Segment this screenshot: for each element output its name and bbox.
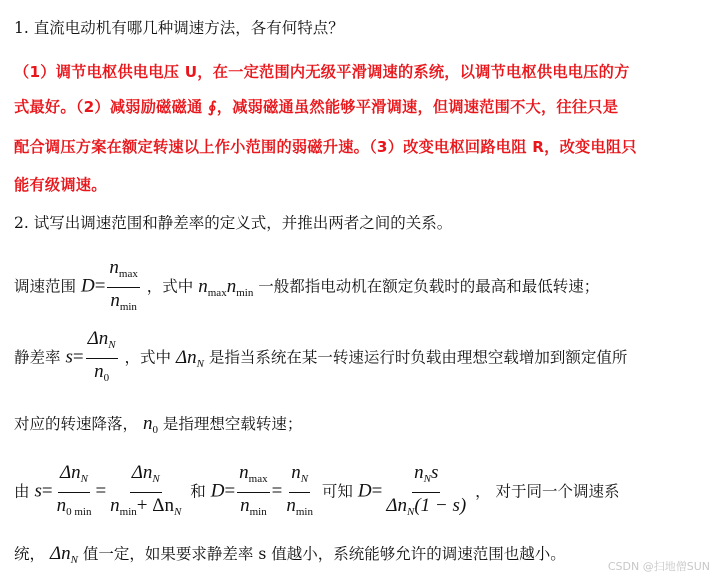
static-rate-fraction	[86, 328, 118, 389]
n-min-symbol: $n_{min}$	[226, 275, 254, 299]
derivation-tail: ， 对于同一个调速系	[475, 482, 620, 501]
equals-sign: =	[224, 480, 236, 502]
equals-sign: =	[41, 480, 53, 502]
fraction-denominator: $n_0$	[94, 361, 110, 384]
n0-explanation: 是指理想空载转速；	[162, 415, 303, 433]
question-2: 2. 试写出调速范围和静差率的定义式，并推出两者之间的关系。	[14, 214, 453, 232]
n0-symbol: $n_0$	[142, 413, 158, 436]
speed-range-definition	[14, 257, 599, 318]
equals-sign: =	[95, 480, 107, 502]
equals-sign: =	[271, 480, 283, 502]
fraction-numerator: $n_{max}$	[107, 257, 139, 288]
text-thus: 可知	[321, 482, 353, 501]
delta-nN-symbol: $\Delta n_N$	[175, 346, 204, 370]
text-from: 由	[14, 482, 30, 501]
D-symbol: D	[210, 480, 225, 502]
fraction-3: $\frac{n_{max}}{n_{min}}$	[239, 462, 268, 518]
continuation-text: 对应的转速降落，	[14, 415, 139, 433]
static-rate-continuation	[14, 412, 302, 442]
answer-1-line-1: （1）调节电枢供电电压 U，在一定范围内无级平滑调速的系统，以调节电枢供电电压的方	[14, 63, 630, 81]
static-rate-label: 静差率	[14, 348, 61, 367]
watermark: CSDN @扫地僧SUN	[607, 560, 710, 573]
answer-1-line-4: 能有级调速。	[14, 176, 107, 194]
equals-sign: =	[72, 346, 84, 368]
s-symbol: s	[65, 346, 73, 368]
answer-1-line-3: 配合调压方案在额定转速以上作小范围的弱磁升速。（3）改变电枢回路电阻 R，改变电阻只	[14, 138, 637, 156]
static-rate-explanation: 是指当系统在某一转速运行时负载由理想空载增加到额定值所	[208, 348, 628, 367]
text-and: 和	[190, 482, 206, 501]
question-1: 1. 直流电动机有哪几种调速方法，各有何特点？	[14, 19, 344, 37]
static-rate-definition	[14, 328, 627, 389]
answer-1-line-2: 式最好。（2）减弱励磁磁通 ∮，减弱磁通虽然能够平滑调速，但调速范围不大，往往只是	[14, 98, 619, 116]
fraction-numerator: $\Delta n_N$	[86, 328, 118, 359]
s-symbol: s	[34, 480, 42, 502]
conclusion-text: 值一定，如果要求静差率 s 值越小，系统能够允许的调速范围也越小。	[82, 545, 566, 563]
equals-sign: =	[371, 480, 383, 502]
conclusion-line	[14, 541, 566, 573]
fraction-1: $\frac{\Delta n_N}{n_{0 min}}$	[56, 462, 92, 518]
fraction-denominator: $n_{min}$	[110, 290, 137, 313]
D-symbol: D	[80, 275, 95, 297]
fraction-2: $\frac{\Delta n_N}{n_{min}+ \Delta n_N}$	[110, 462, 182, 518]
speed-range-explanation: 一般都指电动机在额定负载时的最高和最低转速；	[258, 277, 600, 296]
speed-range-fraction	[107, 257, 139, 318]
conclusion-start: 统，	[14, 545, 46, 563]
n-max-symbol: $n_{max}$	[198, 275, 227, 299]
text-where: ，式中	[124, 348, 172, 367]
delta-nN-symbol: $\Delta n_N$	[49, 543, 78, 566]
fraction-4: $\frac{n_N}{n_{min}}$	[286, 462, 313, 518]
fraction-5: $\frac{n_Ns}{\Delta n_N(1 - s)}$	[386, 462, 467, 518]
text-where: ，式中	[146, 277, 194, 296]
D-symbol: D	[357, 480, 372, 502]
equals-sign: =	[94, 275, 106, 297]
derivation-line	[14, 462, 620, 523]
speed-range-label: 调速范围	[14, 277, 77, 296]
